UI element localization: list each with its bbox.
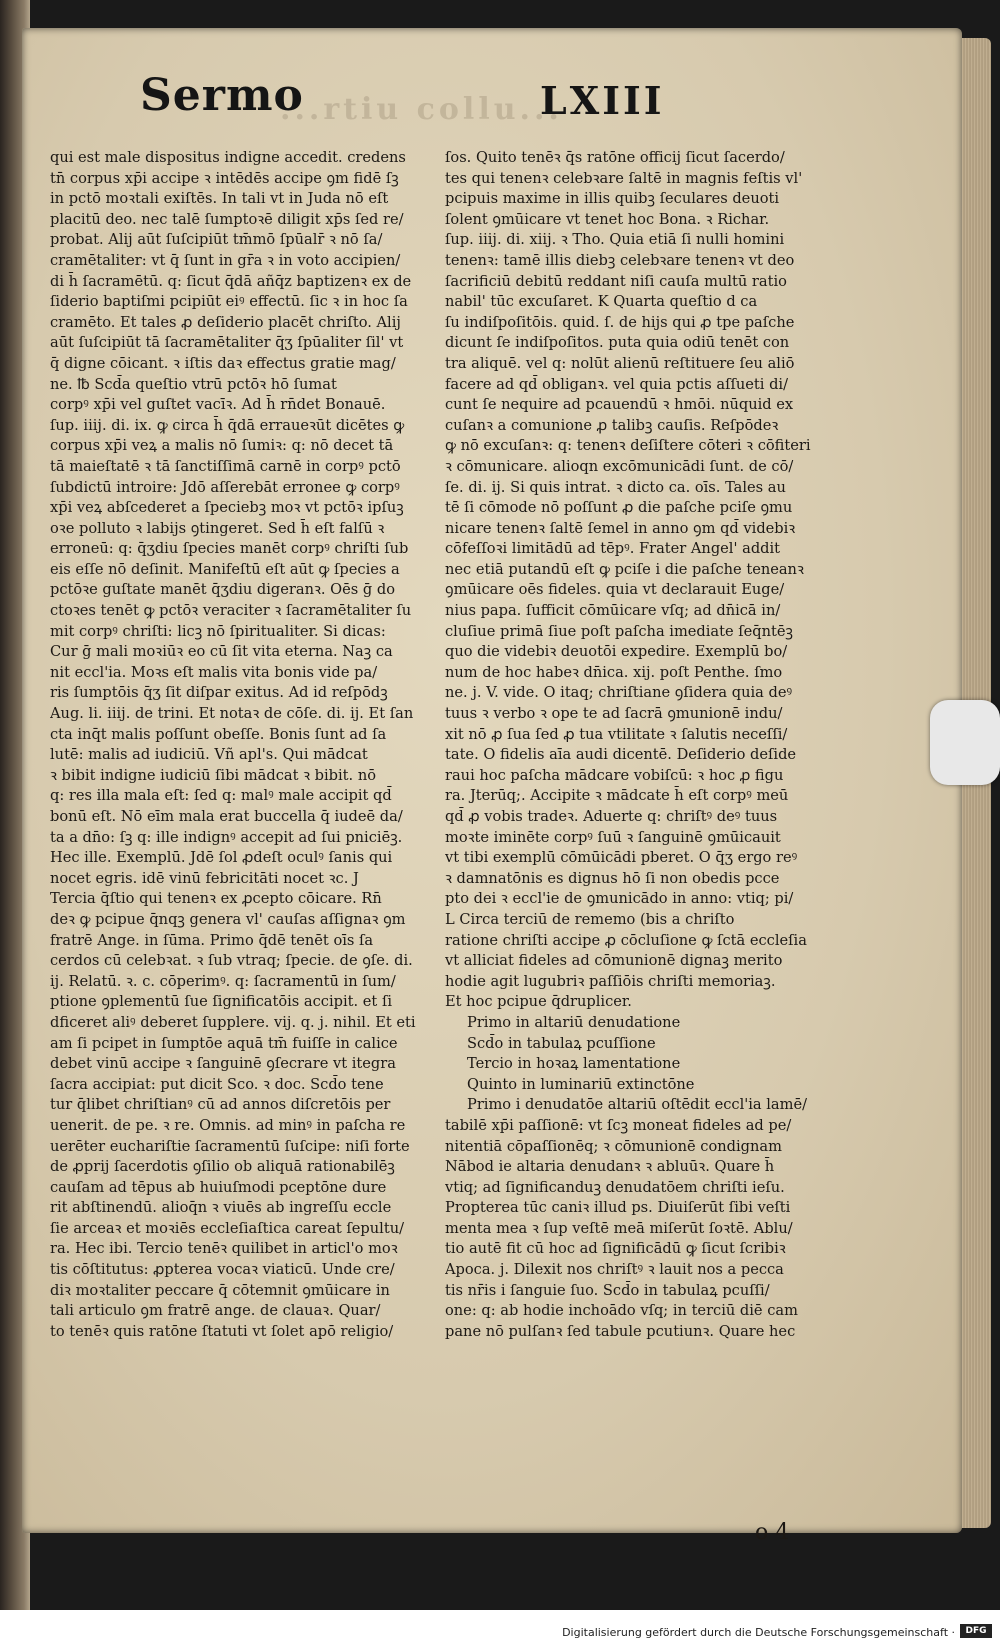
text-line: tabilē xp̄i paſſionē: vt ſcꝫ moneat fideles ad pe/ [445,1116,792,1134]
text-line: facere ad qd̄ obliganꝛ. vel quia pctis aſſueti di/ [445,375,789,393]
text-line: oꝛe polluto ꝛ labijs ꝯtingeret. Sed h̄ eſt falſū ꝛ [50,519,385,537]
text-line: tes qui tenenꝛ celebꝛare ſaltē in magnis feſtis vl' [445,169,803,187]
text-line: L Circa terciū de rememo (bis a chriſto [445,910,735,928]
text-line: vtiq; ad ſignificanduꝫ denudatōem chriſti ieſu. [445,1178,785,1196]
text-line: q̄ digne cōicant. ꝛ iſtis daꝛ effectus gratie mag/ [50,354,396,372]
text-line: Cur ḡ mali moꝛiūꝛ eo cū ſit vita eterna. Naꝫ ca [50,643,393,661]
text-line: corpꝰ xp̄i vel guſtet vacīꝛ. Ad h̄ rn̄det Bonauē. [50,396,386,414]
text-line: cta inq̄t malis poſſunt obeſſe. Bonis ſunt ad ſa [50,725,387,743]
text-line: tate. O fidelis aīa audi dicentē. Deſiderio deſide [445,746,797,764]
text-line: tē ſi cōmode nō poſſunt ꝓ die paſche pciſe ꝯmu [445,499,793,517]
text-line: in pctō moꝛtali exiſtēs. In tali vt in Juda nō eſt [50,190,389,208]
text-line: nec etiā putandū eſt ꝙ pciſe i die paſche teneanꝛ [445,560,804,578]
text-line: tur q̄libet chriſtianꝰ cū ad annos diſcretōis per [50,1096,391,1114]
text-line: Tercia q̄ſtio qui tenenꝛ ex ꝓcepto cōicare. Rn̄ [50,890,382,908]
text-line: nabil' tūc excuſaret. K Quarta queſtio d ca [445,293,758,311]
text-line: Hec ille. Exemplū. Jdē ſol ꝓdeſt oculꝰ ſanis qui [50,849,393,867]
text-line: ꝛ cōmunicare. alioqn excōmunicādi ſunt. de cō/ [445,457,794,475]
text-line: ſup. iiij. di. xiij. ꝛ Tho. Quia etiā ſi nulli homini [445,231,785,249]
text-line: dicunt ſe indiſpoſitos. puta quia odiū tenēt con [445,334,790,352]
text-line: ne. j. V. vide. O itaq; chriſtiane ꝯſidera quia deꝰ [445,684,793,702]
text-line: uerēter euchariſtie ſacramentū ſuſcipe: niſi forte [50,1137,410,1155]
text-line: ctoꝛes tenēt ꝙ pctōꝛ veraciter ꝛ ſacramētaliter ſu [50,602,412,620]
text-line: nit eccl'ia. Moꝛs eſt malis vita bonis vide pa/ [50,663,378,681]
footer-credit: Digitalisierung gefördert durch die Deutsche Forschungsgemeinschaft · [562,1626,955,1639]
text-line: ſacra accipiat: put dicit Sco. ꝛ doc. Scd̄o tene [50,1075,384,1093]
text-line: ꝙ nō excuſanꝛ: q: tenenꝛ deſiſtere cōteri ꝛ cōfiteri [445,437,811,455]
text-line: pcipuis maxime in illis quibꝫ ſeculares deuoti [445,190,780,208]
text-line: uenerit. de pe. ꝛ re. Omnis. ad minꝰ in paſcha re [50,1116,406,1134]
text-line: ta a dn̄o: ſꝫ q: ille indignꝰ accepit ad ſui pniciēꝫ. [50,828,403,846]
text-line: xit nō ꝓ ſua ſed ꝓ tua vtilitate ꝛ ſalutis neceſſi/ [445,725,788,743]
text-line: cramēto. Et tales ꝓ deſiderio placēt chriſto. Alij [50,313,401,331]
text-line: ptione ꝯplementū ſue ſignificatōis accipit. et ſi [50,993,393,1011]
text-line: deꝛ ꝙ pcipue q̄nqꝫ genera vl' cauſas aſſignaꝛ ꝯm [50,910,406,928]
text-line: num de hoc habeꝛ dn̄ica. xij. poſt Penthe. ſmo [445,663,783,681]
text-line: ſup. iiij. di. ix. ꝙ circa h̄ q̄dā erraueꝛūt dicētes ꝙ [50,416,405,434]
text-line: nius papa. ſufficit cōmūicare vſq; ad dn̄icā in/ [445,602,781,620]
text-line: ſe. di. ij. Si quis intrat. ꝛ dicto ca. oīs. Tales au [445,478,786,496]
text-line: nocet egris. idē vinū febricitāti nocet ꝛc. J [50,869,359,887]
text-line: tis cōſtitutus: ꝓpterea vocaꝛ viaticū. Unde cre/ [50,1261,395,1279]
text-line: lutē: malis ad iudiciū. Vñ apl's. Qui mādcat [50,746,368,764]
text-line: raui hoc paſcha mādcare vobiſcū: ꝛ hoc ꝓ figu [445,766,784,784]
text-line: pto dei ꝛ eccl'ie de ꝯmunicādo in anno: vtiq; pi/ [445,890,794,908]
text-line: cauſam ad tēpus ab huiuſmodi pceptōne dure [50,1178,387,1196]
text-line: Nābod ie altaria denudanꝛ ꝛ abluūꝛ. Quare h̄ [445,1158,775,1176]
text-line: Apoca. j. Dilexit nos chriſtꝰ ꝛ lauit nos a pecca [445,1261,784,1279]
text-line: tn̄ corpus xp̄i accipe ꝛ intēdēs accipe ꝯm fidē ſꝫ [50,169,399,187]
text-line: menta mea ꝛ ſup veſtē meā miſerūt ſoꝛtē. Ablu/ [445,1219,793,1237]
text-line: ꝯmūicare oēs fideles. quia vt declarauit Euge/ [445,581,785,599]
text-line: eis eſſe nō deſinit. Manifeſtū eſt aūt ꝙ ſpecies a [50,560,400,578]
text-line: ratione chriſti accipe ꝓ cōcluſione ꝙ ſctā eccleſia [445,931,807,949]
text-line: probat. Alij aūt ſuſcipiūt tm̄mō ſpūalr̄ ꝛ nō ſa/ [50,231,383,249]
text-line: tio autē fit cū hoc ad ſignificādū ꝙ ſicut ſcribiꝛ [445,1240,786,1258]
text-line: Scd̄o in tabulaꝝ pcuſſione [467,1034,656,1052]
text-line: tis nr̄is i ſanguie ſuo. Scd̄o in tabulaꝝ pcuſſi/ [445,1281,770,1299]
text-line: qui est male dispositus indigne accedit. credens [50,149,406,166]
show-through-text: ...rtiu collu... [280,92,563,127]
text-line: tā maieſtatē ꝛ tā ſanctiſſimā carnē in corpꝰ pctō [50,457,401,475]
text-line: rit abſtinendū. alioq̄n ꝛ viuēs ab ingreſſu eccle [50,1199,392,1217]
text-line: ſu indiſpoſitōis. quid. ſ. de hijs qui ꝓ tpe paſche [445,313,795,331]
text-line: ſiderio baptiſmi pcipiūt eiꝰ effectū. ſic ꝛ in hoc ſa [50,293,408,311]
text-line: cerdos cū celebꝛat. ꝛ ſub vtraq; ſpecie. de ꝯſe. di. [50,952,413,970]
text-line: one: q: ab hodie inchoādo vſq; in terciū diē cam [445,1302,798,1320]
text-line: corpus xp̄i veꝝ a malis nō ſumiꝛ: q: nō decet tā [50,437,394,455]
dfg-logo: DFG [960,1624,992,1638]
text-line: mit corpꝰ chriſti: licꝫ nō ſpiritualiter. Si dicas: [50,622,386,640]
right-text-column [445,148,825,1342]
text-line: cramētaliter: vt q̄ ſunt in gr̄a ꝛ in voto accipien/ [50,251,401,269]
text-line: ij. Relatū. ꝛ. c. cōperimꝰ. q: ſacramentū in ſum/ [50,972,396,990]
text-line: am ſi pcipet in ſumptōe aquā tm̄ fuiſſe in calice [50,1034,398,1052]
text-line: quo die videbiꝛ deuotōi expedire. Exemplū bo/ [445,643,788,661]
text-line: nitentiā cōpaſſionēq; ꝛ cōmunionē condignam [445,1137,782,1155]
text-line: moꝛte iminēte corpꝰ ſuū ꝛ ſanguinē ꝯmūicauit [445,828,781,846]
text-line: pane nō pulſanꝛ ſed tabule pcutiunꝛ. Quare hec [445,1322,796,1340]
text-line: ſacrificiū debitū reddant niſi cauſa multū ratio [445,272,787,290]
text-line: Quinto in luminariū extinctōne [467,1075,695,1093]
text-line: tuus ꝛ verbo ꝛ ope te ad ſacrā ꝯmunionē indu/ [445,705,783,723]
text-line: vt tibi exemplū cōmūicādi pberet. O q̄ʒ ergo reꝰ [445,849,798,867]
text-line: ris ſumptōis q̄ʒ ſit diſpar exitus. Ad id reſpōdꝫ [50,684,388,702]
text-line: tenenꝛ: tamē illis diebꝫ celebꝛare tenenꝛ vt deo [445,251,795,269]
text-line: ſos. Quito tenēꝛ q̄s ratōne officij ſicut ſacerdo/ [445,149,785,166]
text-line: vt alliciat fideles ad cōmunionē dignaꝫ merito [445,952,783,970]
text-line: q: res illa mala eſt: ſed q: malꝰ male accipit qd̄ [50,787,392,805]
text-line: erroneū: q: q̄ʒdiu ſpecies manēt corpꝰ chriſti ſub [50,540,409,558]
text-line: de ꝓprij ſacerdotis ꝯſilio ob aliquā rationabilēꝫ [50,1158,395,1176]
text-line: placitū deo. nec talē ſumptoꝛē diligit xp̄s ſed re/ [50,210,404,228]
text-line: aūt ſuſcipiūt tā ſacramētaliter q̄ʒ ſpūaliter ſil' vt [50,334,404,352]
text-line: di h̄ ſacramētū. q: ſicut q̄dā añq̄z baptizenꝛ ex de [50,272,412,290]
text-line: ſubdictū introire: Jdō aſſerebāt erronee ꝙ corpꝰ [50,478,400,496]
text-line: cluſiue primā ſiue poſt paſcha imediate ſeq̄ntēꝫ [445,622,794,640]
text-line: Propterea tūc caniꝛ illud ps. Diuiſerūt ſibi veſti [445,1199,791,1217]
text-line: ſie arceaꝛ et moꝛiēs eccleſiaſtica careat ſepultu/ [50,1219,405,1237]
signature-mark: o 4 [755,1520,790,1545]
text-line: ra. Hec ibi. Tercio tenēꝛ quilibet in articl'o moꝛ [50,1240,398,1258]
text-line: ra. Jterūq;. Accipite ꝛ mādcate h̄ eſt corpꝰ meū [445,787,789,805]
text-line: Tercio in hoꝛaꝝ lamentatione [467,1055,681,1073]
text-line: debet vinū accipe ꝛ ſanguinē ꝯſecrare vt itegra [50,1055,396,1073]
text-line: cōfeſſoꝛi limitādū ad tēpꝰ. Frater Angel' addit [445,540,781,558]
text-line: diꝛ moꝛtaliter peccare q̄ cōtemnit ꝯmūicare in [50,1281,390,1299]
text-line: nicare tenenꝛ ſaltē ſemel in anno ꝯm qd̄ videbiꝛ [445,519,796,537]
text-line: ꝛ bibit indigne iudiciū ſibi mādcat ꝛ bibit. nō [50,766,377,784]
text-line: cuſanꝛ a comunione ꝓ talibꝫ cauſis. Reſpōdeꝛ [445,416,779,434]
running-title: Sermo [140,70,304,121]
text-line: to tenēꝛ quis ratōne ſtatuti vt ſolet apō religio/ [50,1322,394,1340]
text-line: xp̄i veꝝ abſcederet a ſpeciebꝫ moꝛ vt pctōꝛ ipſuꝫ [50,499,404,517]
text-line: Et hoc pcipue q̄druplicer. [445,993,632,1011]
text-line: Aug. li. iiij. de trini. Et notaꝛ de cōſe. di. ij. Et ſan [50,705,414,723]
text-line: Primo i denudatōe altariū oſtēdit eccl'ia lamē/ [467,1096,808,1114]
text-line: Primo in altariū denudatione [467,1013,681,1031]
book-clamp [930,700,1000,785]
text-line: tali articulo ꝯm fratrē ange. de clauaꝛ. Quar/ [50,1302,381,1320]
text-line: tra aliquē. vel q: nolūt alienū reſtituere ſeu aliō [445,354,795,372]
text-line: ſolent ꝯmūicare vt tenet hoc Bona. ꝛ Richar. [445,210,770,228]
text-line: ꝛ damnatōnis es dignus hō ſi non obedis pcce [445,869,780,887]
text-line: hodie agit lugubriꝛ paſſiōis chriſti memoriaꝫ. [445,972,776,990]
left-text-column [50,148,420,1342]
text-line: bonū eſt. Nō eīm mala erat buccella q̄ iudeē da/ [50,808,403,825]
text-line: fratrē Ange. in ſūma. Primo q̄dē tenēt oīs ſa [50,931,374,949]
text-line: cunt ſe nequire ad pcauendū ꝛ hmōi. nūquid ex [445,396,794,414]
text-line: dficeret aliꝰ deberet ſupplere. vij. q. j. nihil. Et eti [50,1013,416,1031]
text-line: qd̄ ꝓ vobis tradeꝛ. Aduerte q: chriſtꝰ deꝰ tuus [445,808,778,825]
text-line: pctōꝛe guſtate manēt q̄ʒdiu digeranꝛ. Oēs ḡ do [50,581,396,599]
folio-number: LXIII [540,78,665,123]
text-line: ne. ℔ Scd̄a queſtio vtrū pctōꝛ hō ſumat [50,375,337,393]
